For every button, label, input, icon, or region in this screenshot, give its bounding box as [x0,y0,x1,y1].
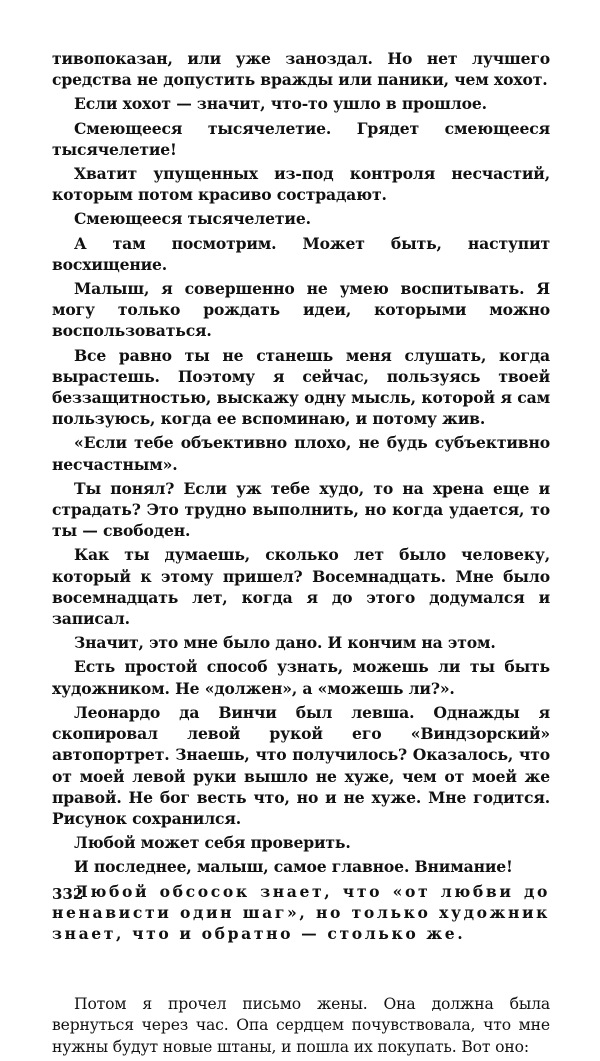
page-number: 332 [52,885,84,903]
book-page [52,48,550,1061]
paragraph: Леонардо да Винчи был левша. Однажды я скопировал левой рукой его «Виндзорский» автопортрет. Знаешь, что получилось? Оказалось, что от моей левой руки вышло не хуже, чем от моей же правой. Не бог весть что, но и не хуже. Мне годится. Рисунок сохранился. [52,702,550,828]
paragraph-emphasis: Любой обсосок знает, что «от любви до ненависти один шаг», но только художник знает, что и обратно — столько же. [52,881,550,943]
paragraph: Потом я прочел письмо жены. Она должна была вернуться через час. Опа сердцем почувствовала, что мне нужны будут новые штаны, и пошла их покупать. Вот оно: [52,995,550,1056]
paragraph: И последнее, малыш, самое главное. Внимание! [74,857,513,877]
section-gap [52,947,550,994]
paragraph: А там посмотрим. Может быть, наступит восхищение. [52,233,550,274]
paragraph: Если хохот — значит, что-то ушло в прошлое. [74,94,487,114]
paragraph-quote: «Если тебе объективно плохо, не будь субъективно несчастным». [52,433,550,474]
paragraph: Значит, это мне было дано. И кончим на этом. [74,633,496,653]
paragraph: Малыш, я совершенно не умею воспитывать. Я могу только рождать идеи, которыми можно воспользоваться. [52,279,550,341]
paragraph: Ты понял? Если уж тебе худо, то на хрена еще и страдать? Это трудно выполнить, но когда удается, то ты — свободен. [52,478,550,541]
paragraph: Смеющееся тысячелетие. Грядет смеющееся тысячелетие! [52,118,550,159]
paragraph: Все равно ты не станешь меня слушать, когда вырастешь. Поэтому я сейчас, пользуясь твоей беззащитностью, выскажу одну мысль, которой я сам пользуюсь, когда ее вспоминаю, и потому жив. [52,345,550,429]
paragraph: Есть простой способ узнать, можешь ли ты быть художником. Не «должен», а «можешь ли?». [52,657,550,698]
paragraph: Любой может себя проверить. [74,833,351,853]
paragraph: Хватит упущенных из-под контроля несчастий, которым потом красиво сострадают. [52,164,550,205]
paragraph: тивопоказан, или уже заноздал. Но нет лучшего средства не допустить вражды или паники, чем хохот. [52,49,550,90]
paragraph: Смеющееся тысячелетие. [74,209,311,229]
paragraph: Как ты думаешь, сколько лет было человеку, который к этому пришел? Восемнадцать. Мне было восемнадцать лет, когда я до этого додумался и записал. [52,545,550,629]
